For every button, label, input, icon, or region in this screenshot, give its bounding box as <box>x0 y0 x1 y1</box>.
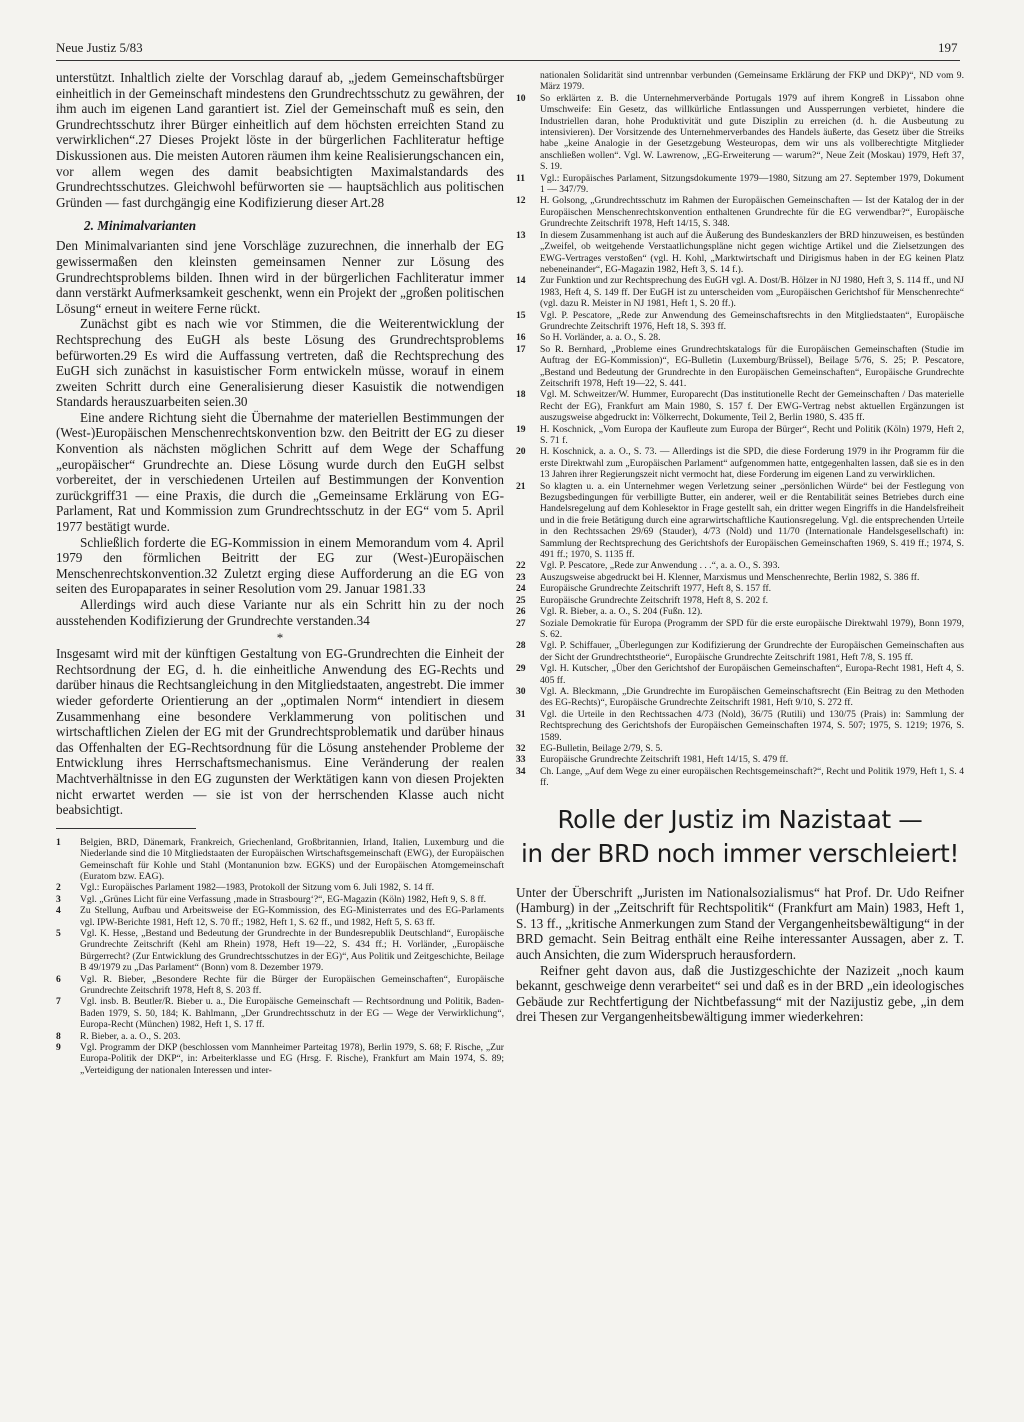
footnote <box>516 424 964 447</box>
footnote-text: Vgl. Programm der DKP (beschlossen vom Mannheimer Parteitag 1978), Berlin 1979, S. 68; F. Rische, „Zur Europa-Politik der DKP“, in: Arbeiterklasse und EG (Hrsg. F. Rische), Frankfurt am Main 1974, S. 89; „Verteidigung der nationalen Interessen und inter- <box>80 1042 504 1076</box>
footnote-text: Europäische Grundrechte Zeitschrift 1981, Heft 14/15, S. 479 ff. <box>540 754 789 766</box>
footnote <box>516 595 964 606</box>
footnote-rule <box>56 828 196 829</box>
footnote-number: 15 <box>516 309 526 321</box>
journal-header: Neue Justiz 5/83 <box>56 40 143 55</box>
footnote-number: 3 <box>56 893 61 905</box>
footnote <box>516 195 964 229</box>
footnote-number: 30 <box>516 685 526 697</box>
footnote-list <box>516 70 964 789</box>
footnote <box>516 93 964 173</box>
footnote-text: Vgl. P. Schiffauer, „Überlegungen zur Kodifizierung der Grundrechte der Europäischen Gemeinschaften aus der Sicht der Grundrechtstheorie“, Europäische Grundrechte Zeitschrift 1981, Heft 7/8, S. 195 ff. <box>540 640 964 663</box>
paragraph: Schließlich forderte die EG-Kommission in einem Memorandum vom 4. April 1979 den förmlichen Beitritt der EG zur (West-)Europäischen Menschenrechtskonvention.32 Zuletzt erging diese Aufforderung an die EG von seiten des Europaparates in seiner Resolution vom 29. Januar 1981.33 <box>56 534 504 597</box>
footnote-number: 17 <box>516 343 526 355</box>
footnote-number: 11 <box>516 172 526 184</box>
footnote-text: Vgl. die Urteile in den Rechtssachen 4/73 (Nold), 36/75 (Rutili) und 130/75 (Prais) in: Sammlung der Rechtsprechung des Gerichtshofs der Europäischen Gemeinschaften 1974, S. 507; 1975, S. 1219; 1976, S. 1589. <box>540 708 964 743</box>
footnote <box>516 389 964 423</box>
footnote-text: So R. Bernhard, „Probleme eines Grundrechtskatalogs für die Europäischen Gemeinschaften (Studie im Auftrag der EG-Kommission)“, EG-Bulletin (Luxemburg/Brüssel), Beilage 5/76, S. 25; P. Pescatore, „Bestand und Bedeutung der Grundrechte in den Europäischen Gemeinschaften“, Europäische Grundrechte Zeitschrift 1978, Heft 19—22, S. 441. <box>540 343 964 389</box>
footnote <box>516 766 964 789</box>
footnote-text: H. Koschnick, „Vom Europa der Kaufleute zum Europa der Bürger“, Recht und Politik (Köln) 1979, Heft 2, S. 71 f. <box>540 423 964 446</box>
footnote-number: 16 <box>516 332 526 344</box>
footnote-number: 22 <box>516 560 526 572</box>
right-column <box>516 70 964 1400</box>
footnote-list <box>56 837 504 1077</box>
footnote-number: 28 <box>516 640 526 652</box>
footnote-number: 32 <box>516 742 526 754</box>
footnote-number: 27 <box>516 617 526 629</box>
footnote-text: So klagten u. a. ein Unternehmer wegen Verletzung seiner „persönlichen Würde“ bei der Festlegung von Bezugsbedingungen für verbilligte Butter, ein anderer, weil er die Rentabilität seines Betriebes durch eine Handelsregelung auf dem Kohlesektor in Frage gestellt sah, ein dritter wegen Eingriffs in die Handelsfreiheit und in die freie Betätigung durch eine agrarwirtschaftliche Kautionsregelung. Vgl. die entsprechenden Urteile in den Rechtssachen 29/69 (Stauder), 4/73 (Nold) und 11/70 (Internationale Handelsgesellschaft) in: Sammlung der Rechtsprechung des Gerichtshofs der Europäischen Gemeinschaften 1969, S. 419 ff.; 1974, S. 491 ff.; 1970, S. 1135 ff. <box>540 480 964 561</box>
footnote-text: Vgl. A. Bleckmann, „Die Grundrechte im Europäischen Gemeinschaftsrecht (Ein Beitrag zu den Methoden des EG-Rechts)“, Europäische Grundrechte Zeitschrift 1981, Heft 9/10, S. 272 ff. <box>540 685 964 709</box>
footnote-number: 26 <box>516 606 526 618</box>
footnote-number: 10 <box>516 92 526 104</box>
footnote-number: 6 <box>56 973 61 985</box>
footnote-text: Auszugsweise abgedruckt bei H. Klenner, Marxismus und Menschenrechte, Berlin 1982, S. 386 ff. <box>540 571 920 583</box>
footnote <box>516 618 964 641</box>
paragraph: unterstützt. Inhaltlich zielte der Vorschlag darauf ab, „jedem Gemeinschaftsbürger einheitlich in der Gemeinschaft mindestens den Grundrechtsschutz zu gewähren, der ihm auch im eigenen Land garantiert ist. Ziel der Gemeinschaft muß es sein, den Grundrechtsschutz ihrer Bürger einheitlich auf dem höchsten erreichten Stand zu verwirklichen“.27 Dieses Projekt löste in der bürgerlichen Fachliteratur heftige Diskussionen aus. Die meisten Autoren räumen ihm keine Realisierungschancen ein, vor allem wegen des damit beabsichtigten Maximalstandards des Grundrechtsschutzes. Gleichwohl befürworten sie — hauptsächlich aus politischen Gründen — fast durchgängig eine Kodifizierung dieser Art.28 <box>56 70 504 210</box>
section-separator: * <box>276 630 284 646</box>
footnote-text: Vgl. insb. B. Beutler/R. Bieber u. a., Die Europäische Gemeinschaft — Rechtsordnung und Politik, Baden-Baden 1979, S. 50, 184; K. Bahlmann, „Der Grundrechtsschutz in der EG — Wege der Verwirklichung“, Europa-Recht (München) 1982, Heft 1, S. 17 ff. <box>80 996 504 1031</box>
footnote <box>56 894 504 905</box>
footnote-number: 24 <box>516 583 526 595</box>
section-title: 2. Minimalvarianten <box>84 218 197 234</box>
footnote <box>56 1031 504 1042</box>
header-rule <box>56 60 960 61</box>
footnote-text: Vgl. P. Pescatore, „Rede zur Anwendung des Gemeinschaftsrechts in den Mitgliedstaaten“, Europäische Grundrechte Zeitschrift 1976, Heft 18, S. 393 ff. <box>540 309 964 332</box>
footnote-text: Vgl.: Europäisches Parlament 1982—1983, Protokoll der Sitzung vom 6. Juli 1982, S. 14 ff. <box>80 882 434 894</box>
footnote-number: 2 <box>56 882 61 894</box>
paragraph: Zunächst gibt es nach wie vor Stimmen, die die Weiterentwicklung der Rechtsprechung des EuGH als beste Lösung des Grundrechtsproblems befürworten.29 Es wird die Auffassung vertreten, daß die Rechtsprechung des EuGH sich zunächst in kasuistischer Form entwickeln müsse, worauf in einem zweiten Schritt durch eine Generalisierung dieser Kasuistik die notwendigen Standards herauszuarbeiten seien.30 <box>56 316 504 410</box>
footnote-number: 4 <box>56 905 61 917</box>
footnote <box>516 606 964 617</box>
footnote-number: 13 <box>516 229 526 241</box>
footnote-text: Vgl. R. Bieber, a. a. O., S. 204 (Fußn. 12). <box>540 606 703 618</box>
footnote-number: 18 <box>516 389 526 401</box>
footnote <box>56 974 504 997</box>
paragraph: Eine andere Richtung sieht die Übernahme der materiellen Bestimmungen der (West-)Europäischen Menschenrechtskonvention bzw. den Beitritt der EG zu dieser Konvention als nächsten möglichen Schritt auf dem Wege der Schaffung „europäischer“ Grundrechte an. Diese Lösung wurde durch den EuGH selbst vorbereitet, der in verschiedenen Urteilen auf Bestimmungen der Konvention zurückgriff31 — eine Praxis, die durch die „Gemeinsame Erklärung von EG-Parlament, Rat und Kommission zum Grundrechtsschutz in der EG“ vom 5. April 1977 bestätigt wurde. <box>56 409 504 535</box>
footnote-text: Zu Stellung, Aufbau und Arbeitsweise der EG-Kommission, des EG-Ministerrates und des EG-Parlaments vgl. IPW-Berichte 1981, Heft 12, S. 70 ff.; 1982, Heft 1, S. 62 ff., und 1982, Heft 5, S. 63 ff. <box>80 905 504 928</box>
footnote <box>56 882 504 893</box>
footnote <box>516 446 964 480</box>
footnote-text: EG-Bulletin, Beilage 2/79, S. 5. <box>540 742 663 754</box>
footnote-text: Europäische Grundrechte Zeitschrift 1977, Heft 8, S. 157 ff. <box>540 583 772 595</box>
footnote-text: nationalen Solidarität sind untrennbar verbunden (Gemeinsame Erklärung der FKP und DKP)“, ND vom 9. März 1979. <box>540 70 964 93</box>
footnote-text: Vgl. R. Bieber, „Besondere Rechte für die Bürger der Europäischen Gemeinschaften“, Europäische Grundrechte Zeitschrift 1978, Heft 8, S. 203 ff. <box>80 973 504 996</box>
footnote-text: Europäische Grundrechte Zeitschrift 1978, Heft 8, S. 202 f. <box>540 594 769 606</box>
article-title <box>516 803 964 871</box>
page-number: 197 <box>938 40 958 55</box>
article-title-line: Rolle der Justiz im Nazistaat — <box>557 804 923 834</box>
footnote-number: 23 <box>516 571 526 583</box>
footnote-number: 14 <box>516 275 526 287</box>
paragraph: Unter der Überschrift „Juristen im Nationalsozialismus“ hat Prof. Dr. Udo Reifner (Hamburg) in der „Zeitschrift für Rechtspolitik“ (Frankfurt am Main) 1983, Heft 1, S. 13 ff., „kritische Anmerkungen zum Stand der Vergangenheitsbewältigung“ in der BRD gemacht. Sein Beitrag enthält eine Reihe interessanter Aussagen, aber z. T. auch Ansichten, die zum Widerspruch herausfordern. <box>516 884 964 962</box>
footnote <box>516 560 964 571</box>
footnote-number: 25 <box>516 594 526 606</box>
footnote <box>516 572 964 583</box>
footnote-text: H. Koschnick, a. a. O., S. 73. — Allerdings ist die SPD, die diese Forderung 1979 in ihr Programm für die erste Direktwahl zum „Europäischen Parlament“ aufgenommen hatte, entgegenhalten lassen, daß sie es in den 13 Jahren ihrer Regierungszeit nicht vermocht hat, diese Forderung im eigenen Land zu verwirklichen. <box>540 446 964 481</box>
footnote <box>516 344 964 390</box>
footnote-number: 34 <box>516 765 526 777</box>
footnote <box>516 754 964 765</box>
footnote <box>516 70 964 93</box>
footnote-number: 21 <box>516 480 526 492</box>
footnote-text: Vgl. K. Hesse, „Bestand und Bedeutung der Grundrechte in der Bundesrepublik Deutschland“, Europäische Grundrechte Zeitschrift (Kehl am Rhein) 1978, Heft 19—22, S. 434 ff.; H. Vorländer, „Europäische Bürgerrecht? (Zur Entwicklung des Grundrechtsschutzes in der EG)“, Aus Politik und Zeitgeschichte, Beilage B 49/1979 zu „Das Parlament“ (Bonn) vom 8. Dezember 1979. <box>80 927 504 974</box>
footnote <box>56 996 504 1030</box>
left-column <box>56 70 504 1400</box>
footnote <box>516 583 964 594</box>
footnote <box>516 481 964 561</box>
footnote-text: Vgl.: Europäisches Parlament, Sitzungsdokumente 1979—1980, Sitzung am 27. September 1979, Dokument 1 — 347/79. <box>540 172 964 196</box>
footnote <box>56 1042 504 1076</box>
footnote-text: Soziale Demokratie für Europa (Programm der SPD für die erste europäische Direktwahl 1979), Bonn 1979, S. 62. <box>540 617 964 640</box>
footnote-number: 1 <box>56 836 61 848</box>
paragraph: Allerdings wird auch diese Variante nur als ein Schritt hin zu der noch ausstehenden Kodifizierung der Grundrechte verstanden.34 <box>56 597 504 628</box>
article-title-line: in der BRD noch immer verschleiert! <box>520 838 960 868</box>
footnote-text: Belgien, BRD, Dänemark, Frankreich, Griechenland, Großbritannien, Irland, Italien, Luxemburg und die Niederlande sind die 10 Mitgliedstaaten der Europäischen Wirtschaftsgemeinschaft (EWG), der Europäischen Gemeinschaft für Kohle und Stahl (Montanunion bzw. EGKS) und der Europäischen Atomgemeinschaft (Euratom bzw. EAG). <box>80 836 504 882</box>
footnote-number: 20 <box>516 446 526 458</box>
footnote-text: Ch. Lange, „Auf dem Wege zu einer europäischen Rechtsgemeinschaft?“, Recht und Politik 1979, Heft 1, S. 4 ff. <box>540 765 964 789</box>
footnote-number <box>516 70 540 93</box>
footnote-text: Vgl. P. Pescatore, „Rede zur Anwendung . . .“, a. a. O., S. 393. <box>540 560 780 572</box>
paragraph: Insgesamt wird mit der künftigen Gestaltung von EG-Grundrechten die Einheit der Rechtsordnung der EG, d. h. die einheitliche Anwendung des EG-Rechts und darüber hinaus die Rechtsangleichung in den Mitgliedstaaten, angestrebt. Die immer wieder geforderte Orientierung an der „optimalen Norm“ intendiert in diesem Zusammenhang eine besondere Verklammerung von politischen und wirtschaftlichen Zielen der EG mit der Grundrechtsproblematik und darüber hinaus das Offenhalten der EG-Rechtsordnung für die Lösung anstehender Probleme der Entwicklung ihres Herrschaftsmechanismus. Eine Veränderung der realen Machtverhältnisse in den EG zugunsten der Werktätigen kann von diesen Projekten nicht erwartet werden — sie ist von der herrschenden Klasse auch nicht beabsichtigt. <box>56 646 504 818</box>
footnote-text: Vgl. „Grünes Licht für eine Verfassung ‚made in Strasbourg‘?“, EG-Magazin (Köln) 1982, Heft 9, S. 8 ff. <box>80 893 487 905</box>
paragraph: Reifner geht davon aus, daß die Justizgeschichte der Nazizeit „noch kaum bekannt, geschweige denn verarbeitet“ sei und daß es in der BRD „ein ideologisches Gebäude zur Rechtfertigung der Nichtbefassung“ mit der Nazijustiz gebe, „in dem drei Thesen zur Vergangenheitsbewältigung immer wiederkehren: <box>516 962 964 1025</box>
footnote-text: H. Golsong, „Grundrechtsschutz im Rahmen der Europäischen Gemeinschaften — Ist der Katalog der in der Europäischen Menschenrechtskonvention enthaltenen Grundrechte für die EG verwendbar?“, Europäische Grundrechte Zeitschrift 1978, Heft 14/15, S. 348. <box>540 195 964 230</box>
footnote <box>516 173 964 196</box>
footnote-number: 19 <box>516 423 526 435</box>
footnote-text: So erklärten z. B. die Unternehmerverbände Portugals 1979 auf ihrem Kongreß in Lissabon ohne Umschweife: Ein Gesetz, das willkürliche Entlassungen und Aussperrungen verbietet, hindere die Industriellen daran, hohe Produktivität und gute Disziplin zu erreichen (d. h. die Ausbeutung zu intensivieren). Der Vorsitzende des Unternehmerverbandes des Handels äußerte, das Gesetz über die Streiks habe „keine Analogie in der Gesetzgebung Westeuropas, dem wir uns als vollberechtigte Mitglieder anschließen wollen“. Vgl. W. Lawrenow, „EG-Erweiterung — warum?“, Neue Zeit (Moskau) 1979, Heft 37, S. 19. <box>540 92 964 173</box>
footnote <box>516 230 964 276</box>
footnote <box>56 905 504 928</box>
footnote-number: 33 <box>516 754 526 766</box>
footnote-text: In diesem Zusammenhang ist auch auf die Äußerung des Bundeskanzlers der BRD hinzuweisen, es bestünden „Zweifel, ob weitgehende Verstaatlichungspläne nicht gegen wichtige Artikel und die Zielsetzungen des EWG-Vertrages verstoßen“ (vgl. H. Kohl, „Marktwirtschaft und Dirigismus haben in der EG keinen Platz nebeneinander“, EG-Magazin 1982, Heft 3, S. 14 f.). <box>540 229 964 275</box>
footnote <box>516 275 964 309</box>
footnote <box>516 743 964 754</box>
footnote-number: 7 <box>56 996 61 1008</box>
footnote <box>516 709 964 743</box>
footnote-number: 31 <box>516 708 526 720</box>
footnote-number: 12 <box>516 195 526 207</box>
footnote-number: 5 <box>56 927 61 939</box>
footnote-number: 29 <box>516 663 526 675</box>
footnote-text: Vgl. M. Schweitzer/W. Hummer, Europarecht (Das institutionelle Recht der Gemeinschaften / Das materielle Recht der EG), Frankfurt am Main 1980, S. 157 f. Der EWG-Vertrag nebst aktuellen Ergänzungen ist auszugsweise abgedruckt in: Völkerrecht, Dokumente, Teil 2, Berlin 1980, S. 435 ff. <box>540 389 964 424</box>
footnote <box>516 640 964 663</box>
footnote-text: Zur Funktion und zur Rechtsprechung des EuGH vgl. A. Dost/B. Hölzer in NJ 1980, Heft 3, S. 114 ff., und NJ 1983, Heft 4, S. 149 ff. Der EuGH ist zu unterscheiden vom „Europäischen Gerichtshof für Menschenrechte“ (vgl. dazu R. Meister in NJ 1981, Heft 1, S. 20 ff.). <box>540 275 964 310</box>
footnote-text: Vgl. H. Kutscher, „Über den Gerichtshof der Europäischen Gemeinschaften“, Europa-Recht 1981, Heft 4, S. 405 ff. <box>540 663 964 686</box>
footnote <box>516 332 964 343</box>
footnote <box>516 663 964 686</box>
footnote-text: R. Bieber, a. a. O., S. 203. <box>80 1030 181 1042</box>
footnote <box>516 686 964 709</box>
footnote-text: So H. Vorländer, a. a. O., S. 28. <box>540 332 661 344</box>
footnote <box>56 837 504 883</box>
footnote <box>56 928 504 974</box>
footnote-number: 9 <box>56 1042 61 1054</box>
paragraph: Den Minimalvarianten sind jene Vorschläge zuzurechnen, die innerhalb der EG gewissermaßen den kleinsten gemeinsamen Nenner zur Lösung des Grundrechtsproblems bilden. Ihnen wird in der bürgerlichen Fachliteratur immer dann verstärkt Aufmerksamkeit geschenkt, wenn ein Projekt der „großen politischen Lösung“ erneut in weitere Ferne rückt. <box>56 238 504 316</box>
footnote-number: 8 <box>56 1030 61 1042</box>
footnote <box>516 310 964 333</box>
